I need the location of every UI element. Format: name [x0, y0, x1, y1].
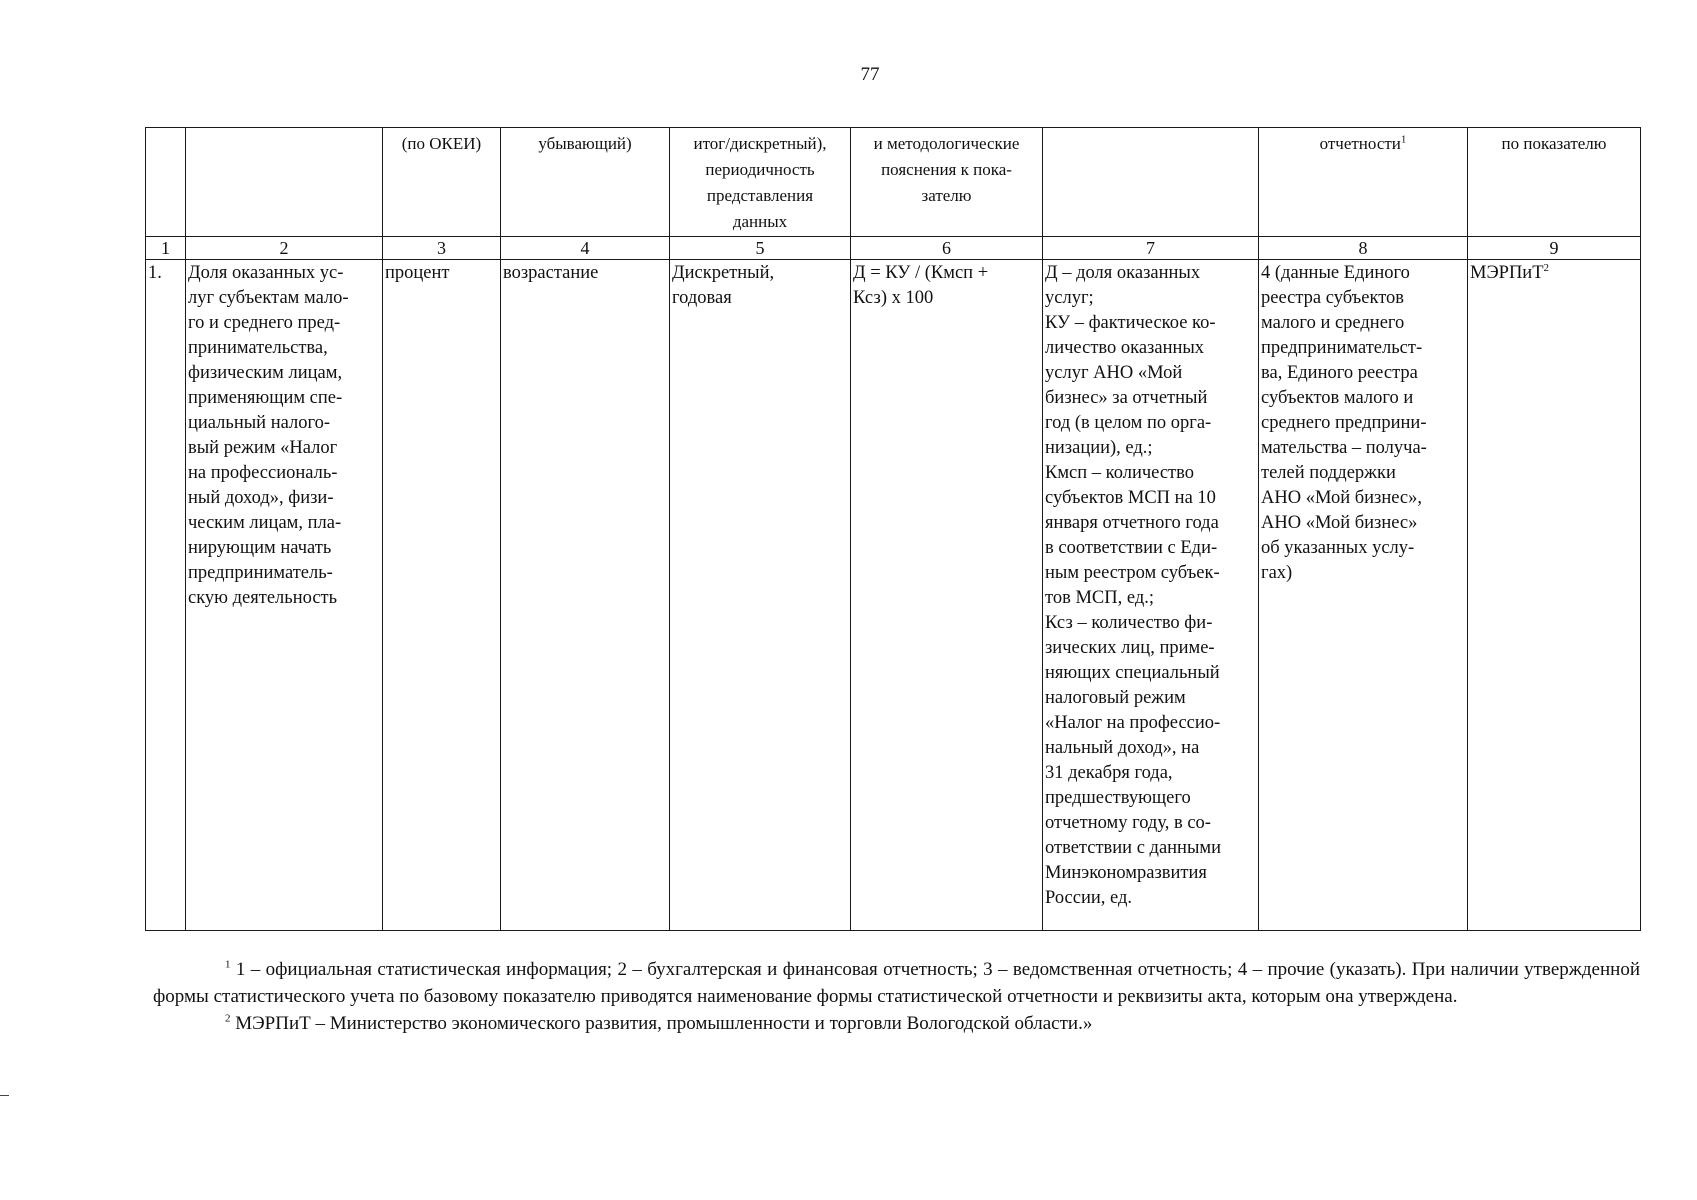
- header-cell-3: (по ОКЕИ): [383, 128, 501, 237]
- indicator-name: Доля оказанных ус- луг субъектам мало- го и среднего пред- принимательства, физическим лицам, применяющим спе- циальный налого- вый режим «Налог на профессиональ- ный доход», физи- ческим лицам, пла- нирующим начать предприниматель- скую деятельность: [186, 260, 383, 931]
- responsible-body: [1468, 260, 1641, 931]
- footnote-ref-2: 2: [1543, 261, 1550, 274]
- data-source: 4 (данные Единого реестра субъектов малого и среднего предпринимательст- ва, Единого реестра субъектов малого и среднего предприни- мательства – получа- телей поддержки АНО «Мой бизнес», АНО «Мой бизнес» об указанных услу- гах): [1259, 260, 1468, 931]
- periodicity: Дискретный, годовая: [670, 260, 851, 931]
- header-cell-8-text: отчетности: [1319, 134, 1401, 153]
- footnote-1: [153, 956, 1640, 1010]
- column-number: 5: [670, 237, 851, 260]
- indicator-table: [145, 127, 1641, 931]
- column-number: 6: [851, 237, 1043, 260]
- footnote-ref-1: 1: [1400, 133, 1407, 146]
- column-number: 3: [383, 237, 501, 260]
- header-cell-6: и методологические пояснения к пока- зателю: [851, 128, 1043, 237]
- header-cell-2: [186, 128, 383, 237]
- scan-edge-mark: [0, 1095, 9, 1096]
- column-number: 2: [186, 237, 383, 260]
- column-number: 7: [1043, 237, 1259, 260]
- header-cell-9: по показателю: [1468, 128, 1641, 237]
- table-header-row: [146, 128, 1641, 237]
- unit-of-measure: процент: [383, 260, 501, 931]
- column-number-row: [146, 237, 1641, 260]
- column-number: 9: [1468, 237, 1641, 260]
- header-cell-1: [146, 128, 186, 237]
- header-cell-4: убывающий): [501, 128, 670, 237]
- footnote-2-text: МЭРПиТ – Министерство экономического развития, промышленности и торговли Вологодской области.»: [235, 1013, 1093, 1034]
- column-number: 1: [146, 237, 186, 260]
- table-row: [146, 260, 1641, 931]
- header-cell-7: [1043, 128, 1259, 237]
- header-cell-5: итог/дискретный), периодичность представления данных: [670, 128, 851, 237]
- column-number: 8: [1259, 237, 1468, 260]
- footnote-2: [153, 1010, 1640, 1037]
- footnotes: [153, 956, 1640, 1037]
- calculation-formula: Д = КУ / (Кмсп + Ксз) х 100: [851, 260, 1043, 931]
- footnote-2-mark: 2: [225, 1012, 231, 1025]
- responsible-body-text: МЭРПиТ: [1470, 263, 1544, 283]
- formula-explanation: Д – доля оказанных услуг; КУ – фактическое ко- личество оказанных услуг АНО «Мой бизнес» за отчетный год (в целом по орга- низации), ед.; Кмсп – количество субъектов МСП на 10 января отчетного года в соответствии с Еди- ным реестром субъек- тов МСП, ед.; Ксз – количество фи- зических лиц, приме- няющих специальный налоговый режим «Налог на профессио- нальный доход», на 31 декабря года, предшествующего отчетному году, в со- ответствии с данными Минэкономразвития России, ед.: [1043, 260, 1259, 931]
- footnote-1-text: 1 – официальная статистическая информация; 2 – бухгалтерская и финансовая отчетность; 3 – ведомственная отчетность; 4 – прочие (указать). При наличии утвержденной формы статистического учета по базовому показателю приводятся наименование формы статистической отчетности и реквизиты акта, которым она утверждена.: [153, 959, 1640, 1007]
- row-number: 1.: [146, 260, 186, 931]
- page-number: 77: [860, 64, 880, 85]
- footnote-1-mark: 1: [225, 958, 231, 971]
- column-number: 4: [501, 237, 670, 260]
- header-cell-8: [1259, 128, 1468, 237]
- trend-direction: возрастание: [501, 260, 670, 931]
